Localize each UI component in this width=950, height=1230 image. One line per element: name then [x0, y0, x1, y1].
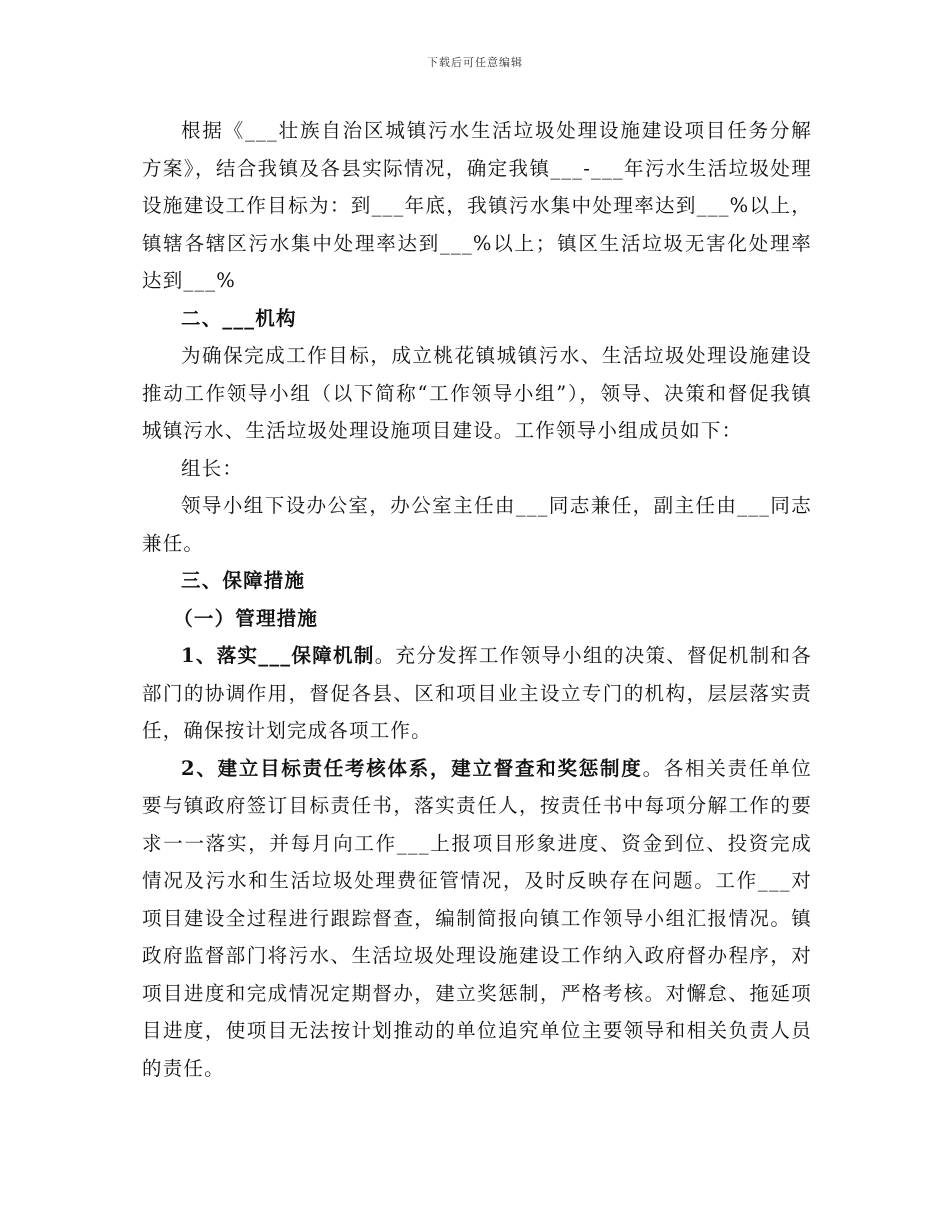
subsection-heading-management: （一）管理措施 [173, 606, 319, 630]
paragraph-group-leader: 组长： [181, 456, 244, 480]
item-1-paragraph [142, 637, 812, 750]
paragraph-targets: 根据《___壮族自治区城镇污水生活垃圾处理设施建设项目任务分解方案》，结合我镇及各县实际情况，确定我镇___-___年污水生活垃圾处理设施建设工作目标为：到___年底，我镇污水集中处理率达到___%以上，镇辖各辖区污水集中处理率达到___%以上；镇区生活垃圾无害化处理率达到___% [142, 119, 812, 292]
section-heading-organization: 二、___机构 [181, 306, 297, 330]
item-1-title: 1、落实___保障机制 [181, 644, 375, 667]
section-heading-safeguards: 三、保障措施 [181, 569, 306, 592]
item-2-title: 2、建立目标责任考核体系，建立督查和奖惩制度 [181, 756, 643, 780]
paragraph-leading-group: 为确保完成工作目标，成立桃花镇城镇污水、生活垃圾处理设施建设推动工作领导小组（以下简称“工作领导小组”），领导、决策和督促我镇城镇污水、生活垃圾处理设施项目建设。工作领导小组成员如下： [142, 344, 812, 442]
header-note: 下载后可任意编辑 [427, 56, 523, 69]
document-body [142, 112, 812, 1087]
item-2-body: 。各相关责任单位要与镇政府签订目标责任书，落实责任人，按责任书中每项分解工作的要求一一落实，并每月向工作___上报项目形象进度、资金到位、投资完成情况及污水和生活垃圾处理费征管情况，及时反映存在问题。工作___对项目建设全过程进行跟踪督查，编制简报向镇工作领导小组汇报情况。镇政府监督部门将污水、生活垃圾处理设施建设工作纳入政府督办程序，对项目进度和完成情况定期督办，建立奖惩制，严格考核。对懈怠、拖延项目进度，使项目无法按计划推动的单位追究单位主要领导和相关负责人员的责任。 [142, 756, 813, 1080]
paragraph-office: 领导小组下设办公室，办公室主任由___同志兼任，副主任由___同志兼任。 [142, 494, 812, 555]
item-1-body: 。充分发挥工作领导小组的决策、督促机制和各部门的协调作用，督促各县、区和项目业主设立专门的机构，层层落实责任，确保按计划完成各项工作。 [142, 644, 812, 742]
item-2-paragraph [142, 750, 812, 1088]
